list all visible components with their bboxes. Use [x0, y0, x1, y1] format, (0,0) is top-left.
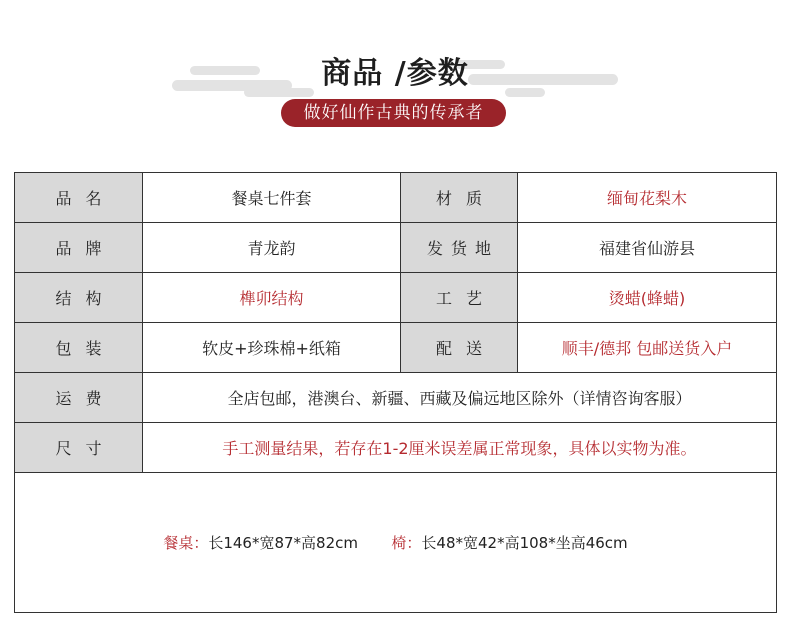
value-ship-from: 福建省仙游县 [518, 223, 777, 273]
value-brand: 青龙韵 [143, 223, 401, 273]
chair-dim-label: 椅： [391, 534, 422, 552]
label-material: 材质 [401, 173, 518, 223]
label-size: 尺寸 [15, 423, 143, 473]
label-shipping-fee: 运费 [15, 373, 143, 423]
table-row [15, 173, 777, 223]
value-craft: 烫蜡(蜂蜡) [518, 273, 777, 323]
value-name: 餐桌七件套 [143, 173, 401, 223]
table-row [15, 323, 777, 373]
slogan-badge: 做好仙作古典的传承者 [281, 99, 506, 127]
value-shipping-fee: 全店包邮，港澳台、新疆、西藏及偏远地区除外（详情咨询客服） [143, 373, 777, 423]
table-row [15, 273, 777, 323]
table-dim-label: 餐桌： [163, 534, 209, 552]
label-name: 品名 [15, 173, 143, 223]
dimensions-cell [15, 473, 777, 613]
value-structure: 榫卯结构 [143, 273, 401, 323]
table-row [15, 423, 777, 473]
table-row [15, 473, 777, 613]
spec-table [14, 172, 777, 613]
value-material: 缅甸花梨木 [518, 173, 777, 223]
table-dim-value: 长146*宽87*高82cm [208, 534, 358, 552]
value-delivery: 顺丰/德邦 包邮送货入户 [518, 323, 777, 373]
label-brand: 品牌 [15, 223, 143, 273]
table-row [15, 373, 777, 423]
label-delivery: 配送 [401, 323, 518, 373]
label-craft: 工艺 [401, 273, 518, 323]
value-packaging: 软皮+珍珠棉+纸箱 [143, 323, 401, 373]
page-title: 商品 /参数 [321, 56, 469, 91]
value-size-note: 手工测量结果，若存在1-2厘米误差属正常现象，具体以实物为准。 [143, 423, 777, 473]
label-packaging: 包装 [15, 323, 143, 373]
label-ship-from: 发货地 [401, 223, 518, 273]
table-row [15, 223, 777, 273]
label-structure: 结构 [15, 273, 143, 323]
chair-dim-value: 长48*宽42*高108*坐高46cm [421, 534, 628, 552]
